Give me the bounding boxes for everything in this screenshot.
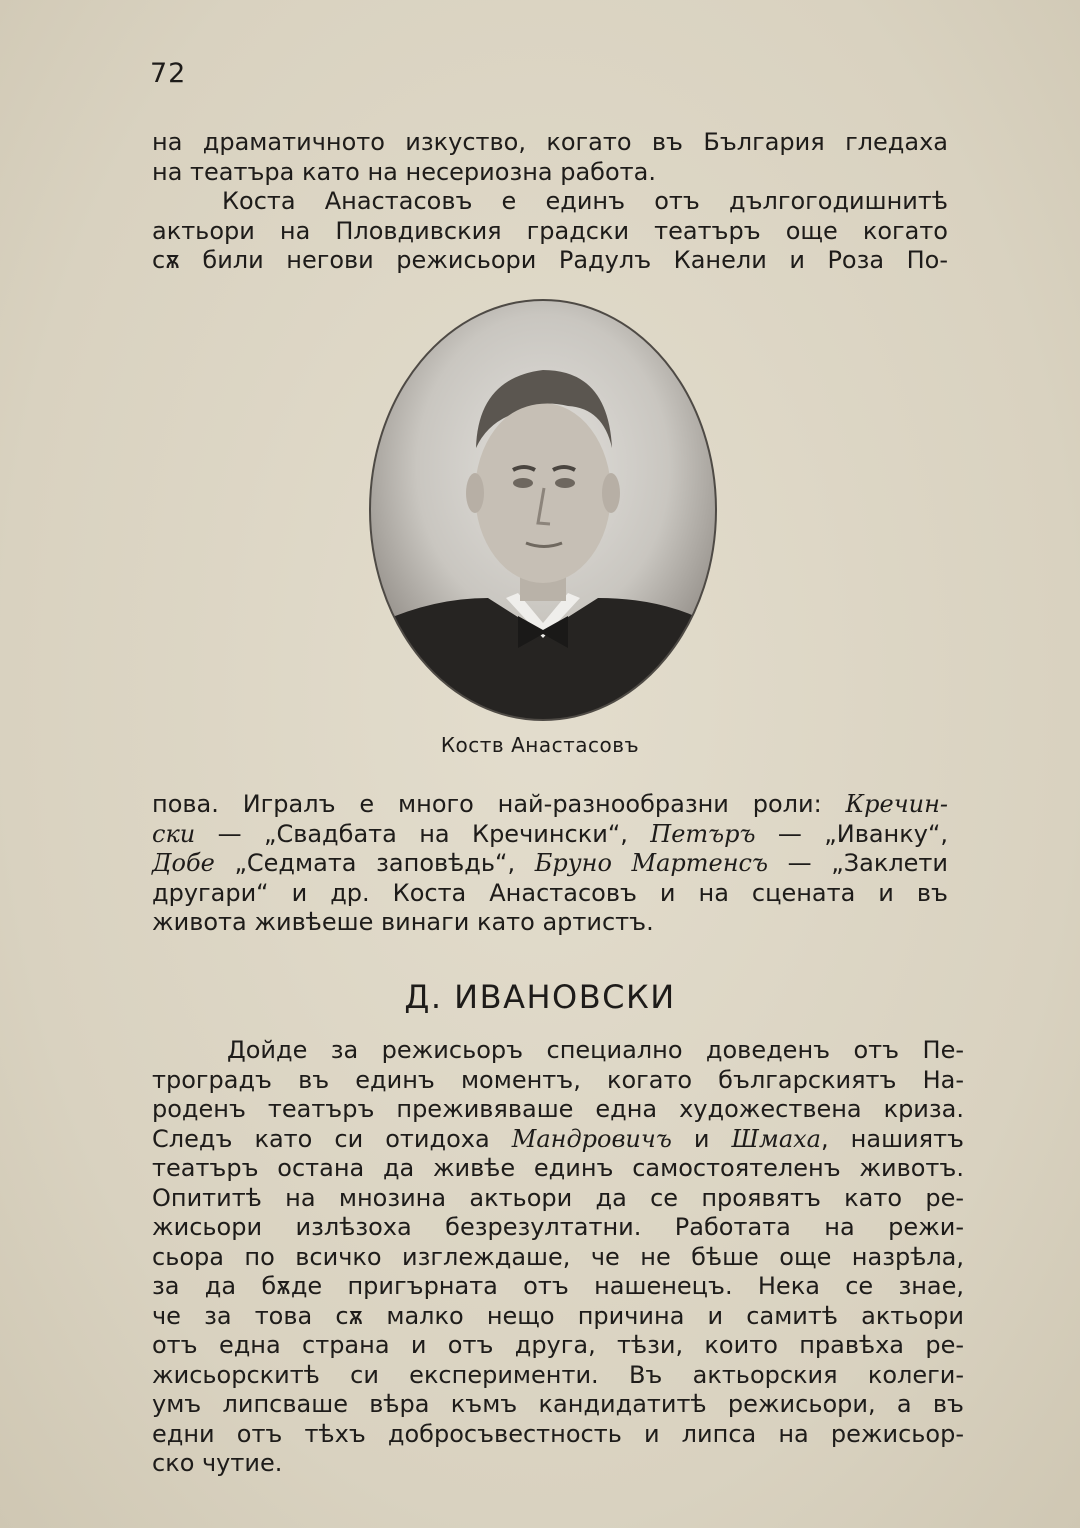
- text-line: [152, 790, 948, 820]
- text-line: [152, 1184, 964, 1214]
- text-run: „Седмата заповѣдь“,: [214, 849, 535, 877]
- italic-text: Шмаха: [731, 1124, 821, 1153]
- text-line: Коста Анастасовъ е единъ отъ дългогодишнитѣ: [222, 187, 948, 215]
- text-run: за да бѫде пригърната отъ нашенецъ. Нека се знае,: [152, 1272, 964, 1300]
- text-run: Следъ като си отидоха: [152, 1124, 512, 1153]
- italic-text: Петъръ: [650, 819, 756, 848]
- text-run: пова. Игралъ е много най-разнообразни роли:: [152, 790, 846, 818]
- text-run: сьора по всичко изглеждаше, че не бѣше още назрѣла,: [152, 1242, 964, 1271]
- paragraph-top: [152, 128, 948, 276]
- italic-text: Бруно Мартенсъ: [534, 849, 768, 877]
- text-line: сѫ били негови режисьори Радулъ Канели и Роза По-: [152, 246, 948, 274]
- photo-caption: Коств Анастасовъ: [440, 733, 640, 757]
- text-run: роденъ театъръ преживяваше една художествена криза.: [152, 1095, 964, 1123]
- text-run: , нашиятъ: [820, 1124, 965, 1153]
- text-line: [152, 879, 948, 909]
- text-run: живота живѣеше винаги като артистъ.: [152, 908, 654, 936]
- section-title: Д. ИВАНОВСКИ: [404, 978, 676, 1016]
- text-line: [152, 1066, 964, 1096]
- italic-text: Мандровичъ: [511, 1124, 672, 1153]
- text-run: и: [671, 1124, 732, 1153]
- text-run: троградъ въ единъ моментъ, когато българскиятъ На-: [152, 1065, 964, 1094]
- text-line: актьори на Пловдивския градски театъръ още когато: [152, 216, 948, 245]
- text-run: жисьори излѣзоха безрезултатни. Работата на режи-: [152, 1213, 964, 1241]
- text-line: [152, 908, 948, 938]
- italic-text: Добе: [152, 849, 215, 877]
- portrait-photo: [368, 298, 718, 722]
- text-line: [152, 1302, 964, 1332]
- text-line: [152, 1331, 964, 1361]
- text-line: [152, 1125, 964, 1155]
- text-run: театъръ остана да живѣе единъ самостоятеленъ животъ.: [152, 1154, 964, 1182]
- paragraph-middle: [152, 790, 948, 938]
- text-run: — „Иванку“,: [755, 819, 949, 848]
- text-run: че за това сѫ малко нещо причина и самитѣ актьори: [152, 1301, 964, 1330]
- text-line: [152, 1154, 964, 1184]
- text-line: [152, 1361, 964, 1391]
- text-run: — „Заклети: [768, 849, 948, 877]
- text-run: ско чутие.: [152, 1449, 283, 1477]
- text-line: [152, 1449, 964, 1479]
- text-line: [152, 849, 948, 879]
- italic-text: ски: [152, 819, 196, 848]
- text-run: умъ липсваше вѣра къмъ кандидатитѣ режисьори, а въ: [152, 1390, 964, 1418]
- text-line: [152, 1420, 964, 1450]
- text-run: отъ една страна и отъ друга, тѣзи, които правѣха ре-: [152, 1331, 964, 1359]
- text-run: Дойде за режисьоръ специално доведенъ отъ Пе-: [227, 1036, 964, 1064]
- text-line: [152, 820, 948, 850]
- text-line: на театъра като на несериозна работа.: [152, 157, 656, 186]
- paragraph-bottom: [152, 1036, 964, 1479]
- text-run: жисьорскитѣ си експерименти. Въ актьорския колеги-: [152, 1360, 964, 1389]
- text-line: [152, 1095, 964, 1125]
- text-run: едни отъ тѣхъ добросъвестность и липса на режисьор-: [152, 1419, 964, 1448]
- text-line: [152, 1243, 964, 1273]
- text-line: [152, 1272, 964, 1302]
- text-line: [152, 1213, 964, 1243]
- italic-text: Кречин-: [845, 790, 948, 818]
- page-number: 72: [150, 58, 187, 89]
- text-line: на драматичното изкуство, когато въ България гледаха: [152, 128, 948, 156]
- text-line: [152, 1390, 964, 1420]
- text-line: [152, 1036, 964, 1066]
- text-run: — „Свадбата на Кречински“,: [195, 819, 651, 848]
- text-run: Опититѣ на мнозина актьори да се проявятъ като ре-: [152, 1183, 964, 1212]
- text-run: другари“ и др. Коста Анастасовъ и на сцената и въ: [152, 878, 948, 907]
